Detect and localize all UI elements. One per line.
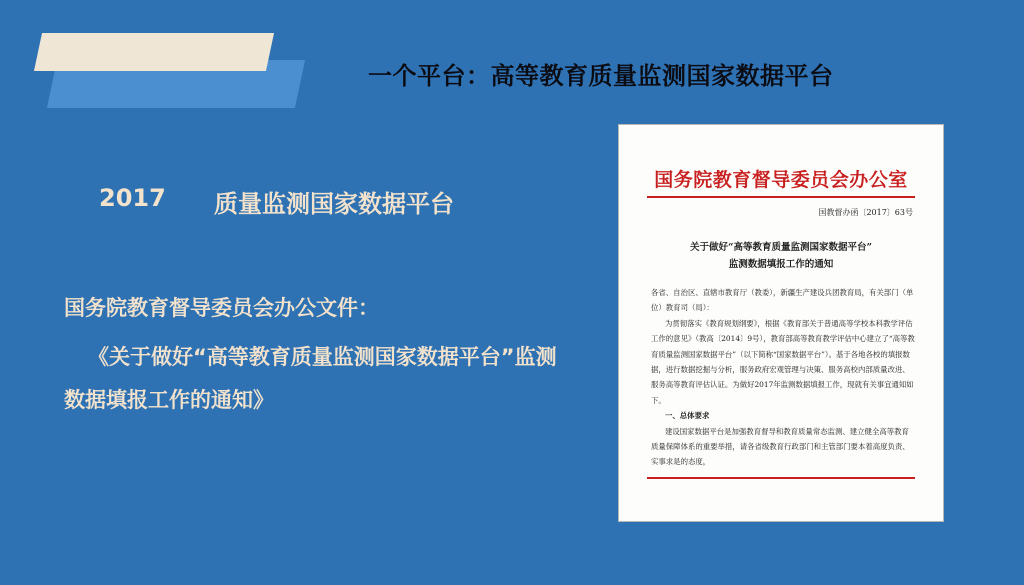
notice-line-2: 监测数据填报工作的通知 bbox=[728, 259, 834, 270]
document-body bbox=[651, 285, 915, 470]
document-recipients: 各省、自治区、直辖市教育厅（教委），新疆生产建设兵团教育局，有关部门（单位）教育司（局）： bbox=[651, 288, 914, 313]
document-red-line bbox=[647, 196, 915, 198]
document-intro: 国务院教育督导委员会办公文件： bbox=[64, 296, 379, 320]
document-notice-title bbox=[619, 239, 943, 273]
document-scan bbox=[618, 124, 944, 522]
page-title: 一个平台：高等教育质量监测国家数据平台 bbox=[368, 62, 834, 90]
document-paragraph: 建设国家数据平台是加强教育督导和教育质量常态监测、建立健全高等教育质量保障体系的重要举措，请各省级教育行政部门和主管部门要本着高度负责、实事求是的态度， bbox=[651, 426, 910, 467]
year-label: 2017 bbox=[99, 184, 166, 212]
document-number: 国教督办函〔2017〕63号 bbox=[818, 208, 913, 217]
document-paragraph: 为贯彻落实《教育规划纲要》，根据《教育部关于普通高等学校本科教学评估工作的意见》（教高〔2014〕9号），教育部高等教育教学评估中心建立了“高等教育质量监测国家数据平台”（以下简称“国家数据平台”）。基于各地各校的填报数据，进行数据挖掘与分析，服务政府宏观管理与决策、服务高校内部质量改进、服务高等教育评估认证。为做好2017年监测数据填报工作，现就有关事宜通知如下。 bbox=[651, 318, 915, 405]
document-section-heading: 一、总体要求 bbox=[665, 411, 710, 421]
section-subtitle: 质量监测国家数据平台 bbox=[214, 190, 454, 218]
document-bottom-line bbox=[647, 477, 915, 479]
notice-line-1: 关于做好“高等教育质量监测国家数据平台” bbox=[690, 242, 872, 253]
document-header: 国务院教育督导委员会办公室 bbox=[654, 169, 908, 191]
document-title: 《关于做好“高等教育质量监测国家数据平台”监测数据填报工作的通知》 bbox=[64, 345, 557, 412]
title-banner bbox=[34, 33, 274, 71]
